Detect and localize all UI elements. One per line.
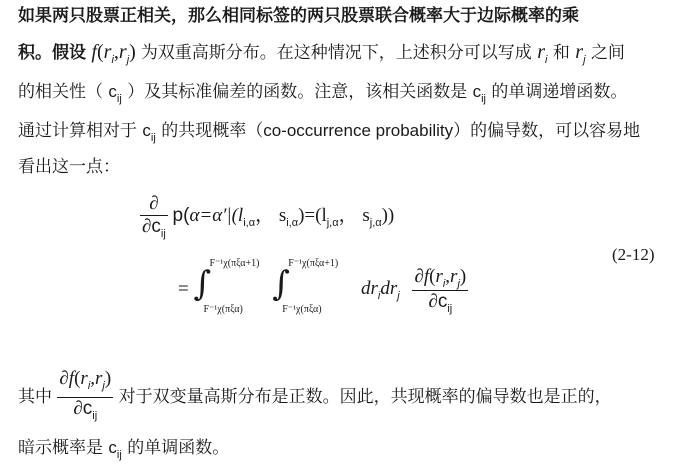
integral-1 (193, 260, 267, 320)
differentials: $dr_idr_j$ (360, 278, 400, 303)
integral-sign-icon: ∫ (272, 264, 290, 304)
paragraph2-line2 (18, 436, 686, 467)
text-segment: 的单调递增函数。 (491, 82, 628, 102)
partial-derivative-operator: $\frac{\partial}{\partial c_{ij}}$ (142, 193, 166, 240)
paragraph1-line4 (18, 119, 686, 150)
integral-2 (272, 260, 352, 320)
integral-sign-icon: ∫ (193, 264, 212, 304)
text-segment: 和 (552, 43, 570, 63)
symbol-cij: $c_{ij}$ (108, 438, 122, 461)
text-segment: 的相关性（ (18, 82, 103, 102)
symbol-cij: $c_{ij}$ (142, 121, 156, 144)
paragraph1-line2 (18, 40, 686, 72)
symbol-ri: $r_i$ (537, 41, 548, 66)
integral-lower-limit: F⁻¹χ(πξα) (203, 304, 243, 315)
paragraph1-line1: 如果两只股票正相关，那么相同标签的两只股票联合概率大于边际概率的乘 (18, 6, 579, 26)
text-segment: 对于双变量高斯分布是正数。因此，共现概率的偏导数也是正的， (118, 387, 612, 407)
symbol-cij: $c_{ij}$ (472, 82, 486, 105)
text-segment: ）的偏导数，可以容易地 (453, 121, 641, 141)
partial-f-over-partial-cij: $\frac{\partial f(r_i,r_j)}{\partial c_{ij}}$ (59, 368, 112, 422)
paragraph1-line3 (18, 80, 686, 111)
paragraph2-line1 (18, 368, 686, 422)
text-segment: 积。假设 (18, 43, 86, 63)
text-segment: 其中 (18, 387, 52, 407)
paragraph1-line5: 看出这一点： (18, 157, 120, 177)
english-term: co-occurrence probability (263, 121, 454, 140)
partial-f-over-partial-cij: $\frac{\partial f(r_i,r_j)}{\partial c_{ij}}$ (414, 265, 467, 315)
integral-upper-limit: F⁻¹χ(πξα+1) (288, 258, 339, 269)
text-segment: 暗示概率是 (18, 438, 103, 458)
equation-number: (2-12) (612, 245, 655, 264)
text-segment: 的共现概率（ (161, 121, 264, 141)
integral-upper-limit: F⁻¹χ(πξα+1) (209, 258, 260, 269)
equation-lhs (140, 193, 394, 240)
integral-lower-limit: F⁻¹χ(πξα) (282, 304, 322, 315)
equation-rhs (178, 260, 468, 320)
equals-sign: = (178, 278, 189, 300)
text-segment: 之间 (590, 43, 625, 63)
symbol-cij: $c_{ij}$ (108, 82, 122, 105)
text-segment: 通过计算相对于 (18, 121, 137, 141)
text-segment: 为双重高斯分布。在这种情况下，上述积分可以写成 (140, 43, 532, 63)
probability-expression: $p(\alpha=\alpha'|(l_{i,\alpha}$， $s_{i,\alpha})=(l_{j,\alpha}$， $s_{j,\alpha}$)) (172, 204, 395, 229)
symbol-rj: $r_j$ (575, 41, 586, 66)
text-segment: ）及其标准偏差的函数。注意，该相关函数是 (127, 82, 468, 102)
text-segment: 的单调函数。 (127, 438, 230, 458)
function-f-ri-rj: $f(r_i,r_j)$ (91, 41, 136, 66)
